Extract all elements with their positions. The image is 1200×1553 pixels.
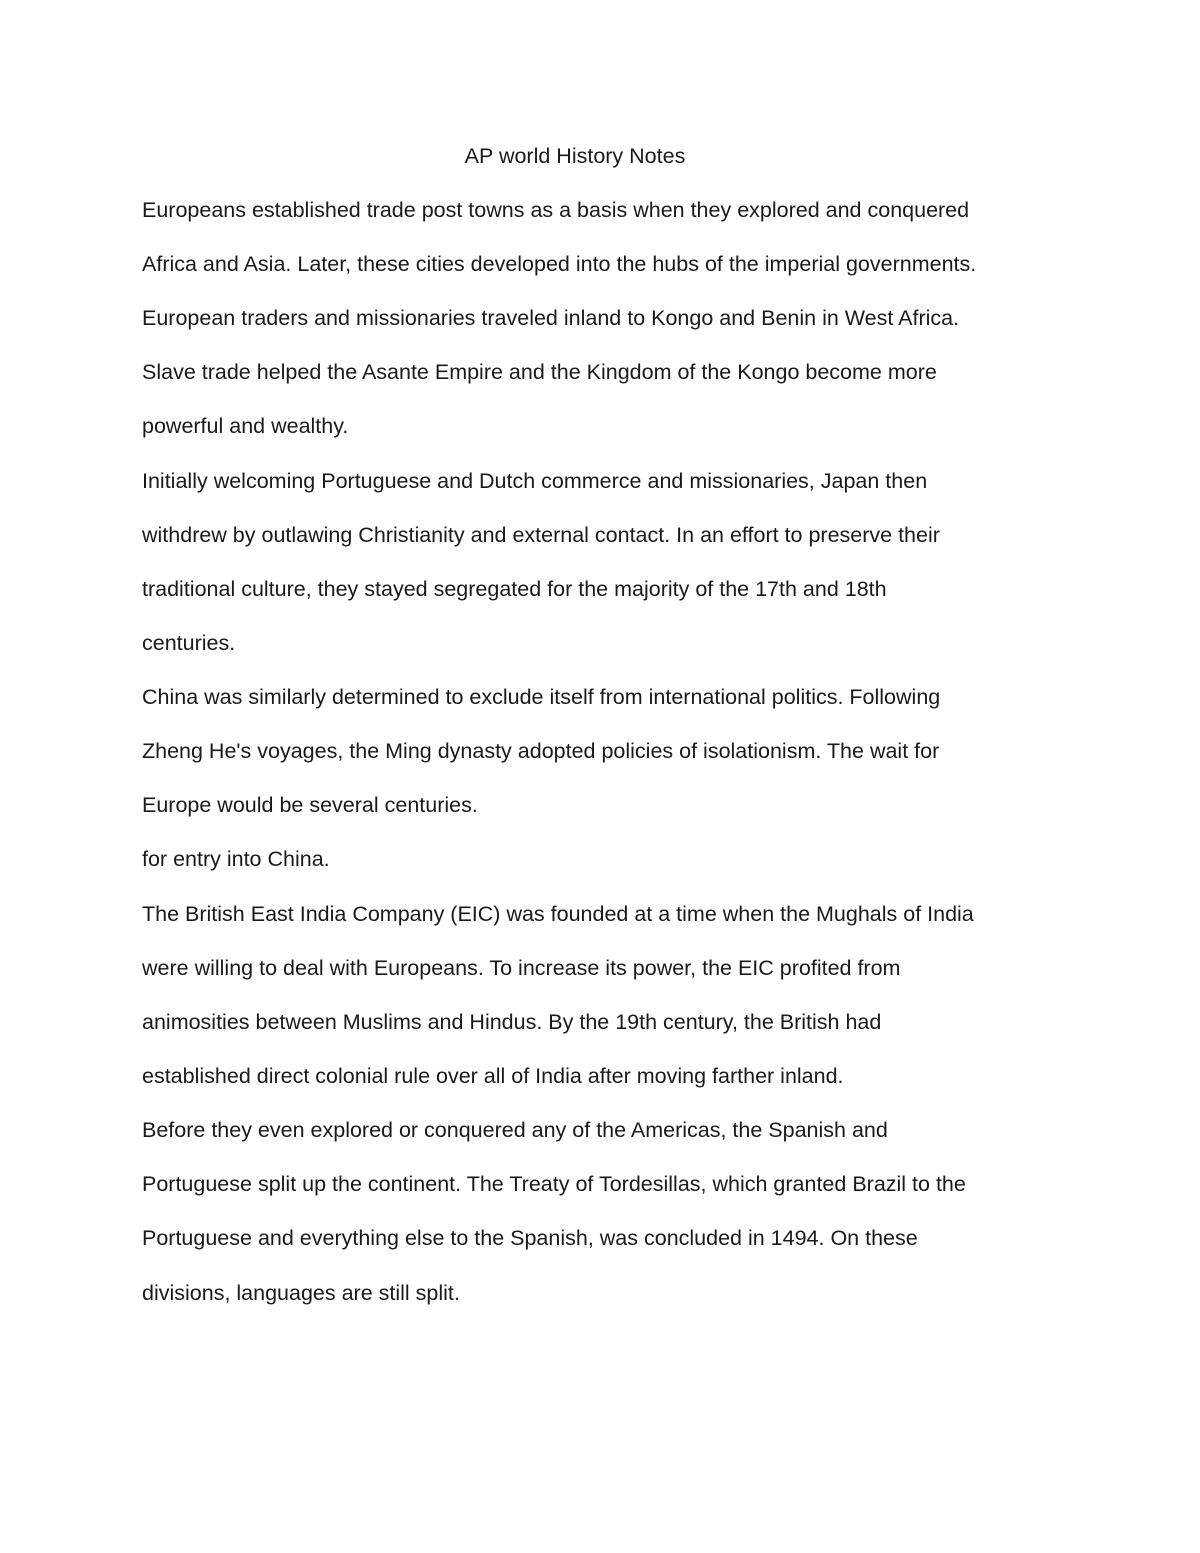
body-line-6: Initially welcoming Portuguese and Dutch commerce and missionaries, Japan then xyxy=(142,469,928,493)
body-line-2: Africa and Asia. Later, these cities developed into the hubs of the imperial governments. xyxy=(142,252,977,276)
body-line-7: withdrew by outlawing Christianity and external contact. In an effort to preserve their xyxy=(142,523,940,547)
body-line-18: Before they even explored or conquered any of the Americas, the Spanish and xyxy=(142,1118,888,1142)
document-title: AP world History Notes xyxy=(464,144,686,168)
body-line-19: Portuguese split up the continent. The Treaty of Tordesillas, which granted Brazil to the xyxy=(142,1172,966,1196)
body-line-14: The British East India Company (EIC) was founded at a time when the Mughals of India xyxy=(142,902,974,926)
body-line-10: China was similarly determined to exclude itself from international politics. Following xyxy=(142,685,941,709)
body-line-3: European traders and missionaries traveled inland to Kongo and Benin in West Africa. xyxy=(142,306,960,330)
body-line-17: established direct colonial rule over all of India after moving farther inland. xyxy=(142,1064,844,1088)
body-line-13: for entry into China. xyxy=(142,847,330,871)
body-line-8: traditional culture, they stayed segregated for the majority of the 17th and 18th xyxy=(142,577,887,601)
body-line-11: Zheng He's voyages, the Ming dynasty adopted policies of isolationism. The wait for xyxy=(142,739,940,763)
body-line-20: Portuguese and everything else to the Spanish, was concluded in 1494. On these xyxy=(142,1226,918,1250)
body-line-4: Slave trade helped the Asante Empire and the Kingdom of the Kongo become more xyxy=(142,360,937,384)
body-line-16: animosities between Muslims and Hindus. By the 19th century, the British had xyxy=(142,1010,882,1034)
body-line-5: powerful and wealthy. xyxy=(142,414,349,438)
body-line-12: Europe would be several centuries. xyxy=(142,793,478,817)
body-line-1: Europeans established trade post towns as a basis when they explored and conquered xyxy=(142,198,970,222)
body-line-9: centuries. xyxy=(142,631,236,655)
body-line-21: divisions, languages are still split. xyxy=(142,1281,460,1305)
body-line-15: were willing to deal with Europeans. To increase its power, the EIC profited from xyxy=(142,956,901,980)
